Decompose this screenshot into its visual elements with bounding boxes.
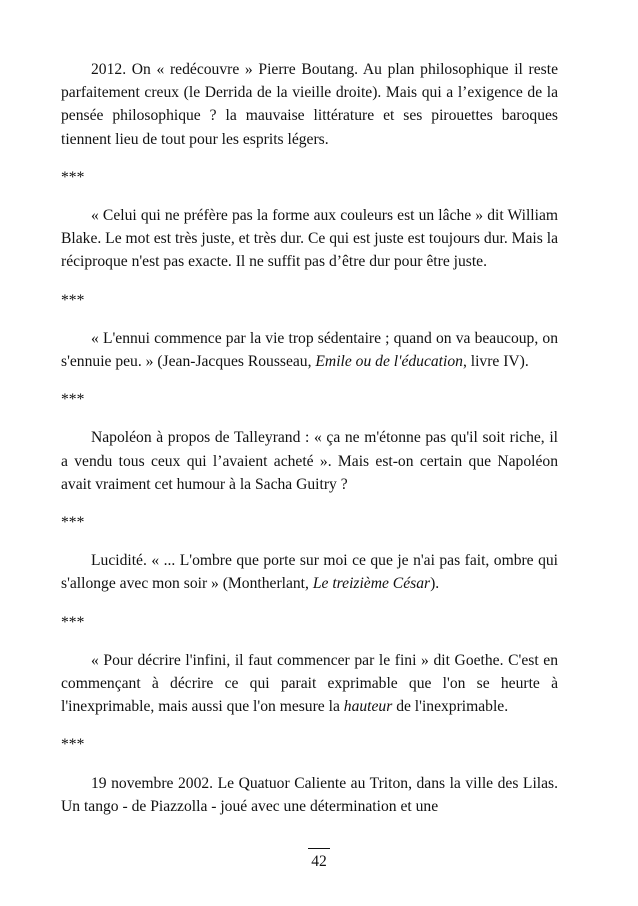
paragraph-text: Lucidité. « ... L'ombre que porte sur moi ce que je n'ai pas fait, ombre qui s'allonge avec mon soir » (Montherlant, <box>61 552 558 593</box>
paragraph-text: , livre IV). <box>462 353 529 371</box>
paragraph-montherlant <box>61 549 558 595</box>
paragraph-text: ). <box>430 575 440 593</box>
paragraph-goethe <box>61 649 558 719</box>
page-footer <box>0 848 638 871</box>
paragraph-napoleon: Napoléon à propos de Talleyrand : « ça ne m'étonne pas qu'il soit riche, il a vendu tous ceux qui l’avaient acheté ». Mais est-on certain que Napoléon avait vraiment cet humour à la Sacha Guitry ? <box>61 429 558 493</box>
paragraph-text: « Pour décrire l'infini, il faut commencer par le fini » dit Goethe. C'est en commençant à décrire ce qui parait exprimable que l'on se heurte à l'inexprimable, mais aussi que l'on mesure la <box>61 651 558 716</box>
separator: *** <box>61 391 85 409</box>
separator: *** <box>61 736 85 754</box>
book-title: Emile ou de l'éducation <box>315 353 463 371</box>
separator: *** <box>61 514 85 532</box>
separator: *** <box>61 168 85 186</box>
paragraph-boutang: 2012. On « redécouvre » Pierre Boutang. Au plan philosophique il reste parfaitement creux (le Derrida de la vieille droite). Mais qui a l’exigence de la pensée philosophique ? la mauvaise littérature et ses pirouettes baroques tiennent lieu de tout pour les esprits légers. <box>61 61 558 148</box>
emphasis-word: hauteur <box>343 698 393 716</box>
paragraph-blake: « Celui qui ne préfère pas la forme aux couleurs est un lâche » dit William Blake. Le mot est très juste, et très dur. Ce qui est juste est toujours dur. Mais la réciproque n'est pas exacte. Il ne suffit pas d’être dur pour être juste. <box>61 207 558 271</box>
book-title: Le treizième César <box>312 575 431 593</box>
paragraph-quatuor: 19 novembre 2002. Le Quatuor Caliente au Triton, dans la ville des Lilas. Un tango - de Piazzolla - joué avec une détermination et une <box>61 774 558 815</box>
paragraph-rousseau <box>61 327 558 373</box>
page-number: 42 <box>311 853 327 870</box>
page-body <box>61 58 558 818</box>
paragraph-text: « L'ennui commence par la vie trop sédentaire ; quand on va beaucoup, on s'ennuie peu. » (Jean-Jacques Rousseau, <box>61 329 558 371</box>
separator: *** <box>61 291 85 309</box>
paragraph-text: de l'inexprimable. <box>392 698 509 716</box>
footer-rule <box>308 848 330 849</box>
separator: *** <box>61 613 85 631</box>
